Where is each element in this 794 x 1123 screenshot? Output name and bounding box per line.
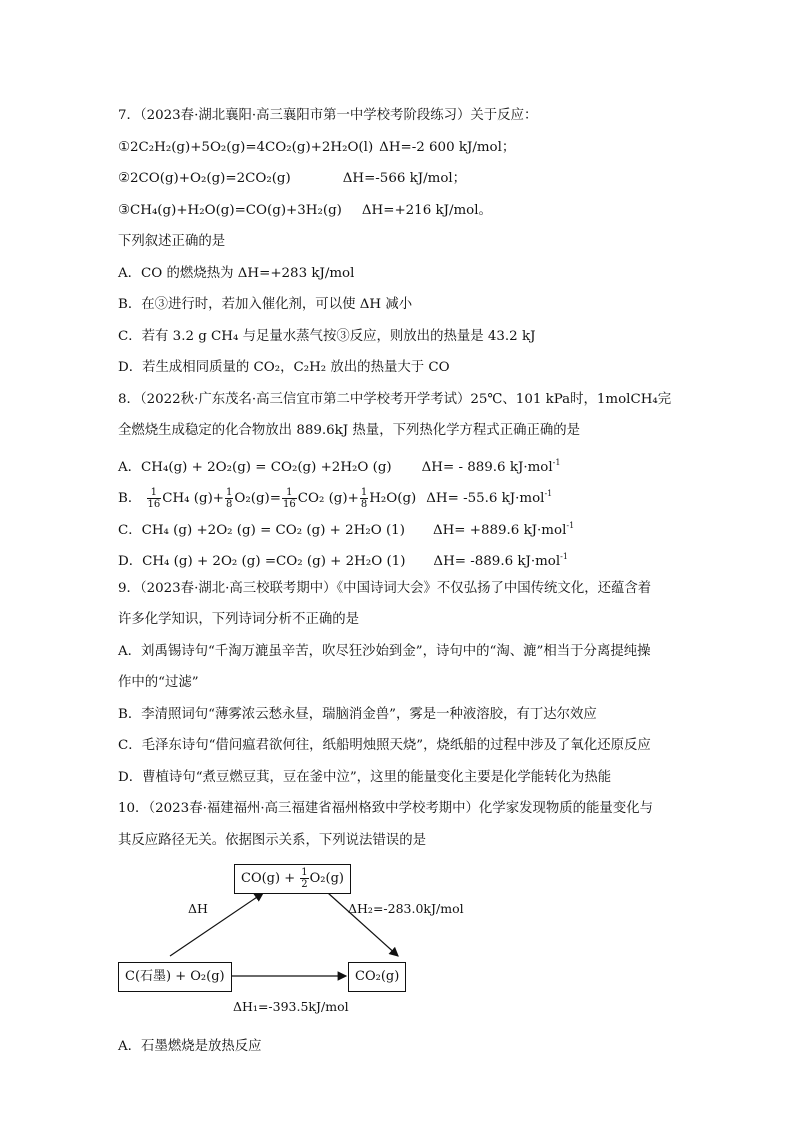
q8-b-fraction-2 (225, 487, 233, 510)
fraction-denominator: 8 (360, 499, 368, 510)
fraction-numerator: 1 (301, 867, 308, 878)
q8-stem-line-2: 全燃烧生成稳定的化合物放出 889.6kJ 热量，下列热化学方程式正确正确的是 (118, 423, 581, 438)
diagram-box-top (234, 864, 351, 894)
q8-option-b (118, 478, 678, 510)
q8-b-fraction-3 (282, 487, 297, 510)
q10-stem-line-2: 其反应路径无关。依据图示关系，下列说法错误的是 (118, 832, 426, 848)
q7-reaction-1 (118, 132, 678, 164)
q9-option-d: D．曹植诗句“煮豆燃豆萁，豆在釜中泣”，这里的能量变化主要是化学能转化为热能 (118, 769, 612, 785)
q8-c-equation: C．CH₄ (g) +2O₂ (g) = CO₂ (g) + 2H₂O (1) (118, 522, 405, 538)
q8-b-exponent: -1 (544, 489, 553, 498)
fraction-numerator: 1 (226, 487, 233, 498)
label-delta-h: ΔH (188, 901, 208, 916)
q7-option-b: B．在③进行时，若加入催化剂，可以使 ΔH 减小 (118, 297, 413, 312)
q7-r2-equation: 2CO(g)+O₂(g)=2CO₂(g) (130, 171, 291, 186)
diagram-box-left: C(石墨) + O₂(g) (118, 962, 232, 992)
diagram-arrows (118, 856, 678, 1031)
top-box-post: O₂(g) (309, 871, 344, 886)
q8-option-d (118, 541, 678, 573)
q8-option-c (118, 510, 678, 542)
q7-r3-enthalpy: ΔH=+216 kJ/mol。 (361, 202, 492, 218)
q8-d-equation: D．CH₄ (g) + 2O₂ (g) =CO₂ (g) + 2H₂O (1) (118, 554, 406, 569)
q8-a-enthalpy: ΔH= - 889.6 kJ·mol (421, 459, 553, 475)
q8-c-exponent: -1 (566, 520, 575, 530)
q9-stem-line-1: 9．（2023春·湖北·高三校联考期中）《中国诗词大会》不仅弘扬了中国传统文化，还蕴含着 (118, 580, 652, 596)
q7-r2-mark: ② (118, 171, 131, 186)
exam-page (118, 100, 678, 1063)
label-delta-h1: ΔH₁=-393.5kJ/mol (233, 999, 349, 1014)
q7-option-a: A．CO 的燃烧热为 ΔH=+283 kJ/mol (118, 265, 355, 281)
top-box-fraction (300, 867, 308, 890)
q8-d-exponent: -1 (560, 552, 568, 561)
q10-option-a: A．石墨燃烧是放热反应 (118, 1039, 262, 1054)
q9-option-a-line-2: 作中的“过滤” (118, 675, 199, 690)
arrow-left-to-top (170, 893, 263, 956)
q9-option-a-line-1: A．刘禹锡诗句“千淘万漉虽辛苦，吹尽狂沙始到金”，诗句中的“淘、漉”相当于分离提纯操 (118, 643, 651, 659)
q8-a-equation: A．CH₄(g) + 2O₂(g) = CO₂(g) +2H₂O (g) (118, 459, 392, 475)
fraction-denominator: 16 (147, 499, 161, 510)
q9-option-c: C．毛泽东诗句“借问瘟君欲何往，纸船明烛照天烧”，烧纸船的过程中涉及了氧化还原反应 (118, 738, 651, 753)
q7-r3-mark: ③ (118, 202, 131, 218)
diagram-box-right: CO₂(g) (348, 962, 406, 992)
q8-b-term-3: CO₂ (g)+ (297, 491, 359, 506)
q7-r1-enthalpy: ΔH=-2 600 kJ/mol； (379, 139, 516, 155)
q8-stem-line-1: 8．（2022秋·广东茂名·高三信宜市第二中学校考开学考试）25℃、101 kPa时，1molCH₄完 (118, 391, 672, 407)
q7-r1-equation: 2C₂H₂(g)+5O₂(g)=4CO₂(g)+2H₂O(l) (130, 139, 374, 155)
q8-b-term-1: CH₄ (g)+ (162, 491, 225, 506)
q7-reaction-2 (118, 163, 678, 195)
q7-stem: 7．（2023春·湖北襄阳·高三襄阳市第一中学校考阶段练习）关于反应： (118, 108, 538, 123)
q8-d-enthalpy: ΔH= -889.6 kJ·mol (433, 554, 561, 569)
q9-option-b: B．李清照词句“薄雾浓云愁永昼，瑞脑消金兽”，雾是一种液溶胶，有丁达尔效应 (118, 706, 597, 722)
q8-a-exponent: -1 (552, 457, 561, 467)
q10-energy-diagram (118, 856, 678, 1031)
q8-c-enthalpy: ΔH= +889.6 kJ·mol (432, 522, 567, 538)
q7-option-c: C．若有 3.2 g CH₄ 与足量水蒸气按③反应，则放出的热量是 43.2 kJ (118, 328, 536, 344)
fraction-numerator: 1 (360, 487, 368, 498)
q8-b-fraction-1 (147, 487, 162, 510)
q7-option-d: D．若生成相同质量的 CO₂，C₂H₂ 放出的热量大于 CO (118, 360, 450, 375)
fraction-denominator: 8 (226, 499, 233, 510)
q8-b-enthalpy: ΔH= -55.6 kJ·mol (426, 491, 545, 506)
q7-r2-enthalpy: ΔH=-566 kJ/mol； (342, 171, 467, 186)
fraction-numerator: 1 (282, 487, 297, 499)
q8-b-term-4: H₂O(g) (369, 491, 417, 506)
q8-option-a (118, 447, 678, 479)
q9-stem-line-2: 许多化学知识，下列诗词分析不正确的是 (118, 612, 360, 627)
q8-b-prefix: B． (118, 491, 142, 506)
q7-prompt: 下列叙述正确的是 (118, 234, 226, 249)
q8-b-fraction-4 (360, 487, 368, 510)
q8-b-term-2: O₂(g)= (234, 491, 281, 506)
q7-r3-equation: CH₄(g)+H₂O(g)=CO(g)+3H₂(g) (130, 202, 342, 218)
fraction-denominator: 16 (283, 499, 296, 510)
q7-reaction-3 (118, 195, 678, 227)
q10-stem-line-1: 10．（2023春·福建福州·高三福建省福州格致中学校考期中）化学家发现物质的能量变化与 (118, 801, 653, 816)
fraction-numerator: 1 (147, 487, 162, 499)
fraction-denominator: 2 (301, 879, 308, 890)
q7-r1-mark: ① (118, 139, 131, 155)
label-delta-h2: ΔH₂=-283.0kJ/mol (348, 901, 464, 916)
top-box-pre: CO(g) + (241, 871, 296, 886)
